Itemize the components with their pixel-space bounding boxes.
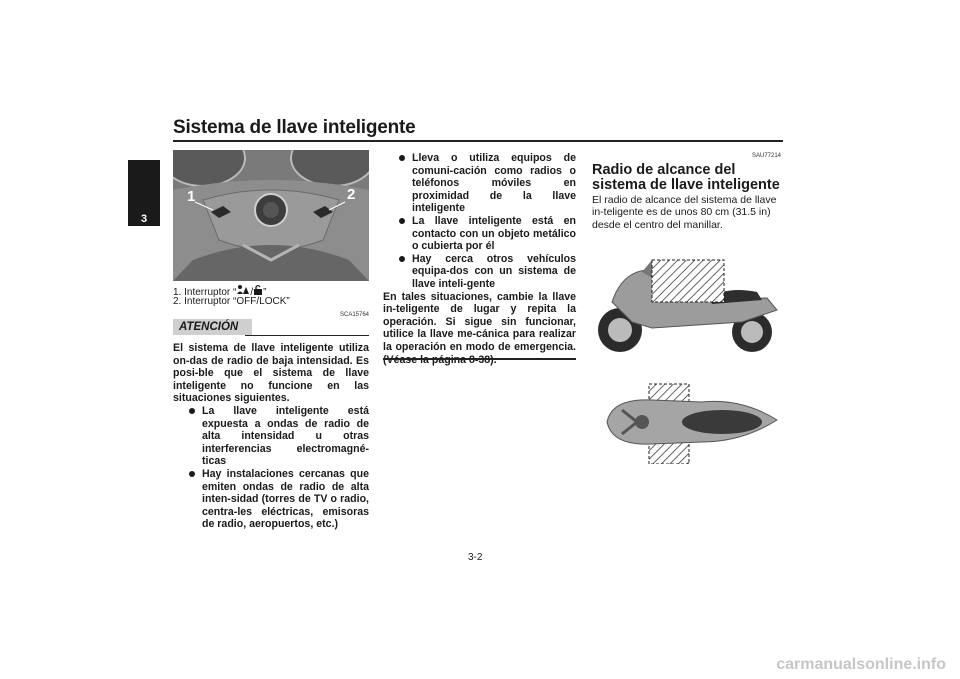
- warning-end-rule: [383, 358, 576, 360]
- scooter-side-diagram: [592, 252, 784, 356]
- scooter-top-diagram: [592, 380, 784, 464]
- page-number: 3-2: [468, 552, 483, 563]
- bullet-icon: [189, 471, 195, 477]
- chapter-tab: [128, 160, 160, 212]
- warning-list-left: [185, 405, 369, 531]
- warning-closing: En tales situaciones, cambie la llave in-teligente de lugar y repita la operación. Si sigue sin funcionar, utilice la llave me-cánica para realizar la operación en modo de emergencia.: [383, 290, 576, 353]
- list-item-text: La llave inteligente está expuesta a ondas de radio de alta intensidad u otras interferencias electromagné-ticas: [202, 404, 369, 468]
- bullet-icon: [399, 155, 405, 161]
- list-item-text: Lleva o utiliza equipos de comuni-cación como radios o teléfonos móviles en proximidad de la llave inteligente: [412, 152, 576, 215]
- list-item-text: Hay instalaciones cercanas que emiten ondas de radio de alta inten-sidad (torres de TV o radio, centra-les eléctricas, emisoras de radio, aeropuertos, etc.): [202, 467, 369, 531]
- bullet-icon: [399, 256, 405, 262]
- list-item-text: Hay cerca otros vehículos equipa-dos con un sistema de llave inteli-gente: [412, 252, 576, 290]
- callout-2: 2: [347, 186, 356, 203]
- unlock-person-icon: [236, 284, 250, 295]
- warning-rule: [245, 335, 369, 336]
- warning-label: ATENCIÓN: [173, 319, 252, 335]
- caption-1-separator: /: [250, 287, 254, 298]
- handlebar-photo: [173, 150, 369, 281]
- list-item: [395, 253, 576, 291]
- list-item: [395, 215, 576, 253]
- warning-list-right: [395, 152, 576, 291]
- bullet-icon: [399, 218, 405, 224]
- warning-intro: El sistema de llave inteligente utiliza on-das de radio de baja intensidad. Es posi-ble que el sistema de llave inteligente no funcione en las situaciones siguientes.: [173, 342, 369, 405]
- section-title: Radio de alcance del sistema de llave inteligente: [592, 162, 780, 193]
- bullet-icon: [189, 408, 195, 414]
- caption-1-prefix: 1. Interruptor “: [173, 287, 237, 298]
- handlebar-illustration: [173, 150, 369, 281]
- padlock-icon: [253, 284, 263, 295]
- caption-2: 2. Interruptor “OFF/LOCK”: [173, 296, 290, 307]
- page-title: Sistema de llave inteligente: [173, 117, 416, 138]
- callout-1: 1: [187, 188, 196, 205]
- section-code: SAU77214: [752, 153, 782, 159]
- list-item: [395, 152, 576, 215]
- watermark: carmanualsonline.info: [776, 656, 946, 673]
- notice-code: SCA15764: [340, 312, 370, 318]
- warning-box: [173, 317, 369, 531]
- section-body: El radio de alcance del sistema de llave in-teligente es de unos 80 cm (31.5 in) desde el centro del manillar.: [592, 194, 777, 231]
- list-item-text: La llave inteligente está en contacto con un objeto metálico o cubierta por él: [412, 214, 576, 253]
- list-item: [185, 405, 369, 468]
- chapter-number: 3: [128, 212, 160, 226]
- caption-1-suffix: ”: [263, 287, 267, 298]
- list-item: [185, 468, 369, 531]
- title-rule: [173, 140, 783, 142]
- warning-continued: [383, 152, 576, 366]
